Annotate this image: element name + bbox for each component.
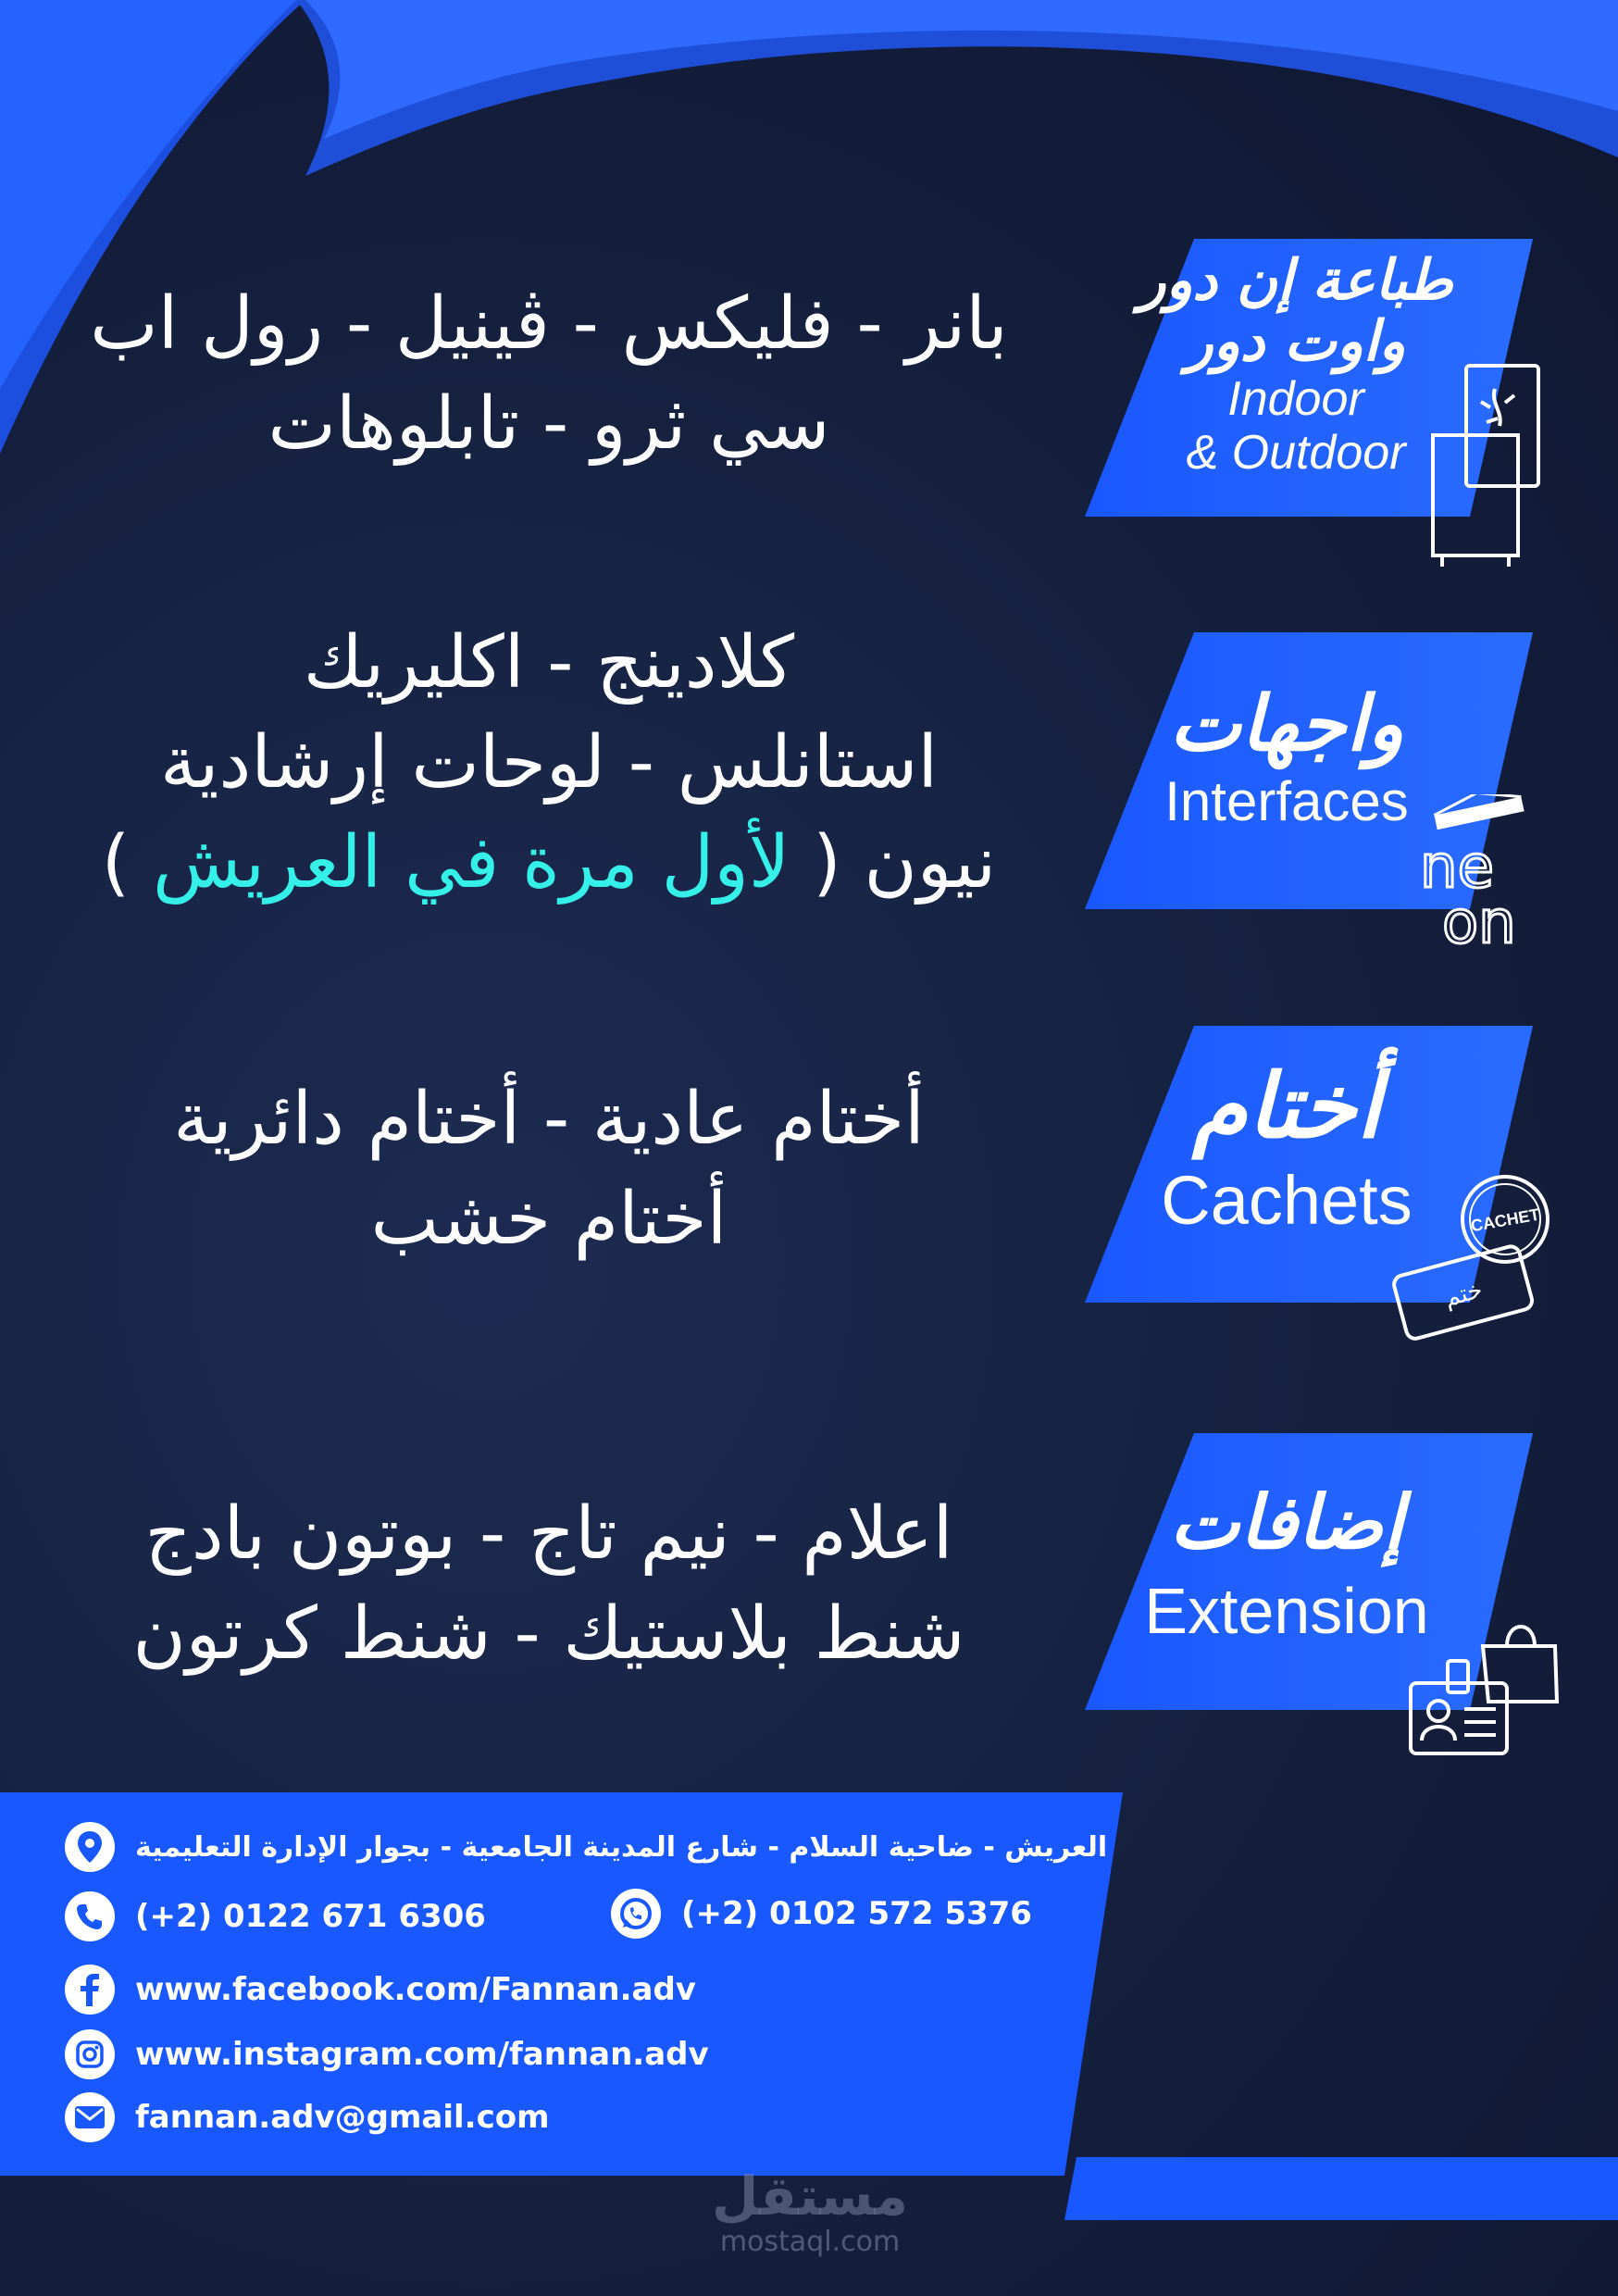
neon-sign-icon bbox=[1416, 794, 1546, 952]
instagram-link[interactable]: www.instagram.com/fannan.adv bbox=[135, 2036, 709, 2073]
email-link[interactable]: fannan.adv@gmail.com bbox=[135, 2099, 550, 2136]
service-item: استانلس - لوحات إرشادية bbox=[159, 721, 939, 805]
paren-close: ) bbox=[101, 821, 131, 905]
contact-email[interactable] bbox=[65, 2092, 550, 2142]
service-item: شنط بلاستيك - شنط كرتون bbox=[132, 1592, 965, 1676]
service-print-items bbox=[40, 274, 1058, 474]
phone-text[interactable]: (+2) 0122 671 6306 bbox=[135, 1898, 486, 1935]
title-en-line: Extension bbox=[1144, 1575, 1429, 1647]
phone-icon bbox=[65, 1891, 115, 1941]
stamp-icon bbox=[1387, 1168, 1562, 1363]
facebook-link[interactable]: www.facebook.com/Fannan.adv bbox=[135, 1971, 696, 2008]
title-en-line: & Outdoor bbox=[1186, 426, 1406, 480]
neon-prefix: نيون bbox=[864, 821, 997, 905]
service-item: اعلام - نيم تاج - بوتون بادج bbox=[144, 1492, 953, 1576]
title-ar-line: إضافات bbox=[1169, 1479, 1404, 1566]
service-interfaces-items bbox=[40, 613, 1058, 913]
title-ar-line: طباعة إن دور bbox=[1139, 248, 1453, 313]
email-icon bbox=[65, 2092, 115, 2142]
instagram-icon bbox=[65, 2029, 115, 2079]
contact-whatsapp[interactable] bbox=[611, 1889, 1032, 1939]
stamp-text: CACHET bbox=[1469, 1204, 1541, 1236]
neon-highlight: لأول مرة في العريش bbox=[152, 821, 790, 905]
neon-text-ne: ne bbox=[1420, 833, 1494, 902]
location-pin-icon bbox=[65, 1822, 115, 1872]
service-cachets-items bbox=[40, 1069, 1058, 1269]
service-item-neon bbox=[40, 813, 1058, 913]
service-item: أختام خشب bbox=[370, 1178, 728, 1261]
watermark bbox=[685, 2166, 935, 2258]
stamp-text-ar: ختم bbox=[1441, 1276, 1486, 1313]
rollup-banner-icon bbox=[1425, 361, 1546, 574]
contact-address bbox=[65, 1822, 1108, 1872]
title-ar-line: أختام bbox=[1192, 1054, 1381, 1158]
neon-text-on: on bbox=[1442, 889, 1516, 952]
address-text: العريش - ضاحية السلام - شارع المدينة الجامعية - بجوار الإدارة التعليمية bbox=[135, 1830, 1108, 1864]
badge-bag-icon bbox=[1407, 1611, 1564, 1759]
whatsapp-text[interactable]: (+2) 0102 572 5376 bbox=[681, 1895, 1032, 1932]
contact-instagram[interactable] bbox=[65, 2029, 709, 2079]
service-item: سي ثرو - تابلوهات bbox=[268, 382, 830, 466]
service-extension-items bbox=[40, 1484, 1058, 1684]
title-ar-line: واجهات bbox=[1169, 680, 1404, 768]
watermark-arabic: مستقل bbox=[711, 2165, 909, 2227]
paren-open: ( bbox=[813, 821, 841, 905]
title-en-line: Interfaces bbox=[1164, 770, 1409, 832]
contact-facebook[interactable] bbox=[65, 1965, 696, 2015]
service-item: بانر - فليكس - ڤينيل - رول اب bbox=[90, 282, 1008, 366]
watermark-latin: mostaql.com bbox=[719, 2226, 901, 2258]
title-en-line: Indoor bbox=[1227, 372, 1364, 426]
service-item: أختام عادية - أختام دائرية bbox=[173, 1078, 925, 1161]
title-ar-line: واوت دور bbox=[1186, 309, 1406, 374]
title-en-line: Cachets bbox=[1161, 1162, 1413, 1239]
contact-phone[interactable] bbox=[65, 1891, 486, 1941]
whatsapp-icon bbox=[611, 1889, 661, 1939]
service-item: كلادينج - اكليريك bbox=[303, 621, 795, 705]
facebook-icon bbox=[65, 1965, 115, 2015]
